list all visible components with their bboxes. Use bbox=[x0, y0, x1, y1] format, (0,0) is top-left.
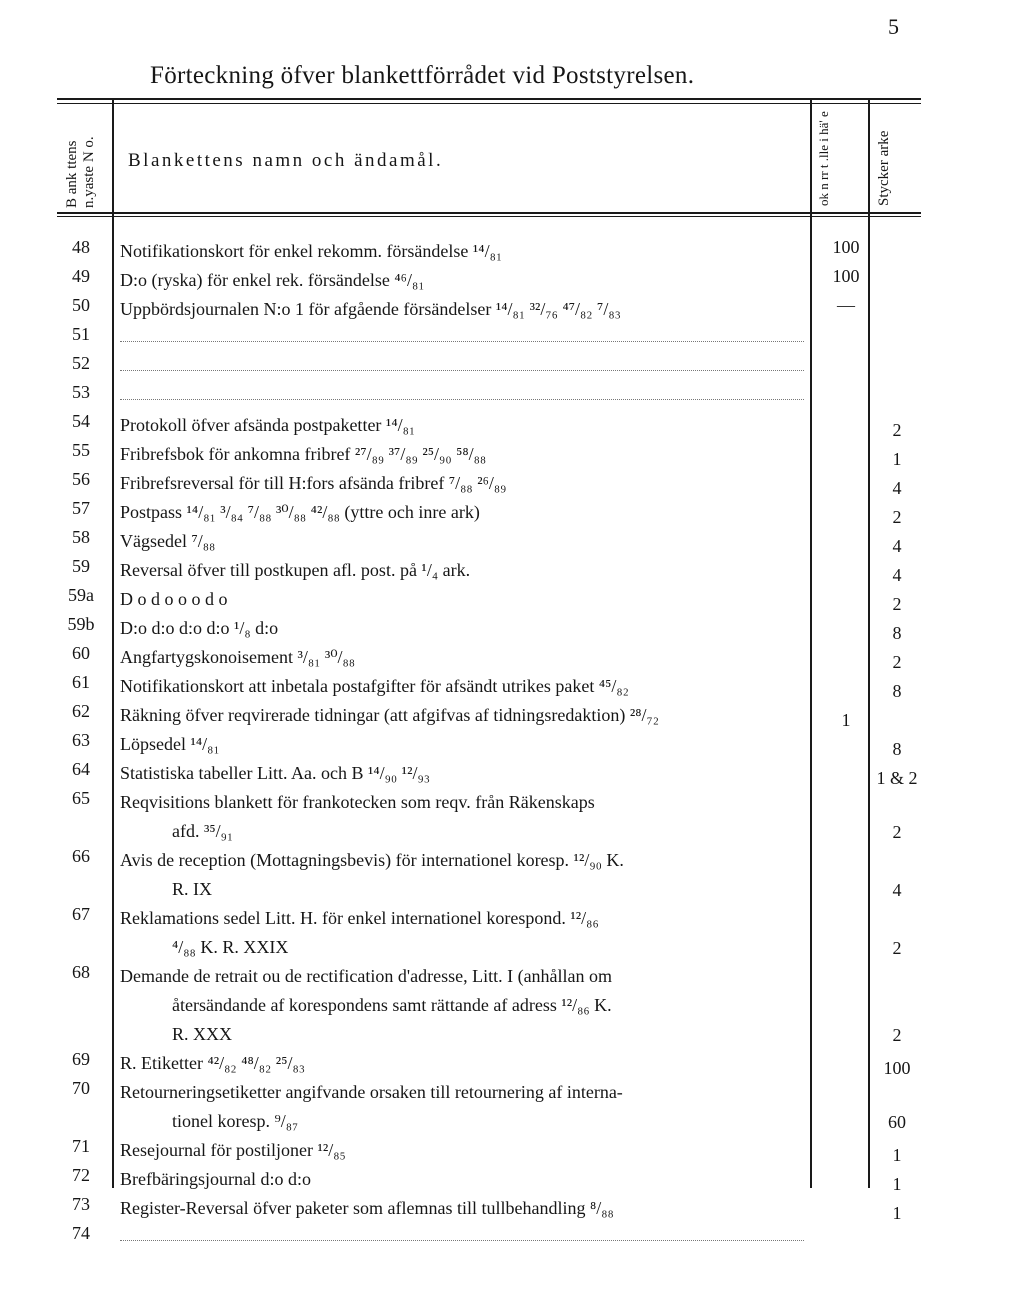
count-column-1: 100 bbox=[832, 266, 860, 286]
table-row bbox=[0, 783, 1024, 841]
row-number: 69 bbox=[72, 1049, 90, 1069]
top-rule bbox=[57, 98, 921, 100]
count-column-2: 2 bbox=[892, 652, 902, 672]
description-line: D o d o o o d o bbox=[120, 589, 228, 609]
table-row bbox=[0, 1189, 1024, 1223]
description-line: Fribrefsreversal för till H:fors afsända fribref ⁷/₈₈ ²⁶/₈₉ bbox=[120, 473, 507, 493]
count-column-2: 2 bbox=[892, 1025, 902, 1045]
row-number: 59a bbox=[68, 585, 94, 605]
row-number: 51 bbox=[72, 324, 90, 344]
count-column-2: 8 bbox=[892, 739, 902, 759]
count-column-2: 8 bbox=[892, 623, 902, 643]
description-line: Postpass ¹⁴/₈₁ ³/₈₄ ⁷/₈₈ ³⁰/₈₈ ⁴²/₈₈ (yttre och inre ark) bbox=[120, 502, 480, 522]
table-row bbox=[0, 754, 1024, 788]
table-row bbox=[0, 696, 1024, 730]
table-row bbox=[0, 899, 1024, 957]
count-column-1: 100 bbox=[832, 237, 860, 257]
table-row bbox=[0, 348, 1024, 377]
description-line: Löpsedel ¹⁴/₈₁ bbox=[120, 734, 220, 754]
description-line: D:o (ryska) för enkel rek. försändelse ⁴⁶/₈₁ bbox=[120, 270, 425, 290]
row-description bbox=[120, 904, 808, 962]
inventory-table bbox=[0, 232, 1024, 1247]
top-rule-thin bbox=[57, 103, 921, 104]
row-number: 74 bbox=[72, 1223, 90, 1243]
count-column-2: 2 bbox=[892, 822, 902, 842]
description-line: tionel koresp. ⁹/₈₇ bbox=[172, 1111, 299, 1131]
table-row bbox=[0, 1073, 1024, 1131]
description-line: Räkning öfver reqvirerade tidningar (att afgifvas af tidningsredaktion) ²⁸/₇₂ bbox=[120, 705, 660, 725]
header-rule-thin bbox=[57, 216, 921, 217]
page-title: Förteckning öfver blankettförrådet vid Poststyrelsen. bbox=[150, 62, 695, 89]
row-number: 55 bbox=[72, 440, 90, 460]
description-line: Angfartygskonoisement ³/₈₁ ³⁰/₈₈ bbox=[120, 647, 356, 667]
header-col-bok: ok n rr t .lle i hä' e bbox=[816, 111, 831, 206]
count-column-2: 8 bbox=[892, 681, 902, 701]
table-row bbox=[0, 580, 1024, 614]
description-line: R. IX bbox=[172, 879, 212, 899]
table-row bbox=[0, 435, 1024, 469]
row-number: 70 bbox=[72, 1078, 90, 1098]
row-number: 61 bbox=[72, 672, 90, 692]
row-number: 58 bbox=[72, 527, 90, 547]
row-number: 66 bbox=[72, 846, 90, 866]
table-row bbox=[0, 406, 1024, 440]
table-row bbox=[0, 522, 1024, 556]
description-line: Vägsedel ⁷/₈₈ bbox=[120, 531, 216, 551]
table-row bbox=[0, 290, 1024, 319]
description-line: återsändande af korespondens samt rättande af adress ¹²/₈₆ K. bbox=[172, 995, 612, 1015]
table-row bbox=[0, 377, 1024, 406]
row-number: 68 bbox=[72, 962, 90, 982]
count-column-2: 4 bbox=[892, 880, 902, 900]
table-row bbox=[0, 667, 1024, 701]
description-line: Reklamations sedel Litt. H. för enkel internationel korespond. ¹²/₈₆ bbox=[120, 908, 599, 928]
page-number: 5 bbox=[888, 14, 899, 39]
description-line: R. Etiketter ⁴²/₈₂ ⁴⁸/₈₂ ²⁵/₈₃ bbox=[120, 1053, 306, 1073]
description-line: Brefbäringsjournal d:o d:o bbox=[120, 1169, 311, 1189]
count-column-2: 4 bbox=[892, 536, 902, 556]
description-line: Uppbördsjournalen N:o 1 för afgående försändelser ¹⁴/₈₁ ³²/₇₆ ⁴⁷/₈₂ ⁷/₈₃ bbox=[120, 299, 621, 319]
row-number: 64 bbox=[72, 759, 90, 779]
table-row bbox=[0, 493, 1024, 527]
row-number: 71 bbox=[72, 1136, 90, 1156]
header-rule bbox=[57, 212, 921, 214]
count-column-2: 60 bbox=[888, 1112, 906, 1132]
row-number: 60 bbox=[72, 643, 90, 663]
description-line: Protokoll öfver afsända postpaketter ¹⁴/₈₁ bbox=[120, 415, 416, 435]
description-line: Statistiska tabeller Litt. Aa. och B ¹⁴/₉₀ ¹²/₉₃ bbox=[120, 763, 431, 783]
description-line: ⁴/₈₈ K. R. XXIX bbox=[172, 937, 289, 957]
description-line: Notifikationskort för enkel rekomm. försändelse ¹⁴/₈₁ bbox=[120, 241, 503, 261]
row-number: 63 bbox=[72, 730, 90, 750]
header-col-stycken: Stycker arke bbox=[876, 130, 892, 206]
row-number: 50 bbox=[72, 295, 90, 315]
table-row bbox=[0, 464, 1024, 498]
row-number: 48 bbox=[72, 237, 90, 257]
table-row bbox=[0, 609, 1024, 643]
description-line: Fribrefsbok för ankomna fribref ²⁷/₈₉ ³⁷/₈₉ ²⁵/₉₀ ⁵⁸/₈₈ bbox=[120, 444, 487, 464]
count-column-2: 2 bbox=[892, 507, 902, 527]
row-number: 72 bbox=[72, 1165, 90, 1185]
table-row bbox=[0, 957, 1024, 1044]
row-number: 59b bbox=[67, 614, 95, 634]
count-column-1: — bbox=[837, 295, 855, 315]
table-row bbox=[0, 232, 1024, 261]
empty-entry-line bbox=[120, 370, 804, 371]
count-column-2: 2 bbox=[892, 594, 902, 614]
row-number: 53 bbox=[72, 382, 90, 402]
count-column-2: 4 bbox=[892, 565, 902, 585]
table-row bbox=[0, 1131, 1024, 1165]
description-line: D:o d:o d:o d:o ¹/₈ d:o bbox=[120, 618, 279, 638]
count-column-2: 1 bbox=[892, 1145, 902, 1165]
table-row bbox=[0, 261, 1024, 290]
count-column-2: 1 bbox=[892, 449, 902, 469]
empty-entry-line bbox=[120, 341, 804, 342]
header-col-number: B ank ttens n.yaste N o. bbox=[64, 136, 97, 208]
table-row bbox=[0, 1044, 1024, 1078]
row-number: 67 bbox=[72, 904, 90, 924]
header-col-name: Blankettens namn och ändamål. bbox=[128, 150, 444, 171]
description-line: Retourneringsetiketter angifvande orsaken till retournering af interna- bbox=[120, 1082, 623, 1102]
table-row bbox=[0, 551, 1024, 585]
description-line: Reqvisitions blankett för frankotecken som reqv. från Räkenskaps bbox=[120, 792, 595, 812]
description-line: afd. ³⁵/₉₁ bbox=[172, 821, 234, 841]
row-number: 62 bbox=[72, 701, 90, 721]
table-row bbox=[0, 725, 1024, 759]
count-column-2: 1 bbox=[892, 1174, 902, 1194]
description-line: Reversal öfver till postkupen afl. post. på ¹/₄ ark. bbox=[120, 560, 471, 580]
count-column-2: 1 bbox=[892, 1203, 902, 1223]
row-number: 54 bbox=[72, 411, 90, 431]
description-line: Register-Reversal öfver paketer som aflemnas till tullbehandling ⁸/₈₈ bbox=[120, 1198, 614, 1218]
row-number: 73 bbox=[72, 1194, 90, 1214]
row-number: 59 bbox=[72, 556, 90, 576]
table-row bbox=[0, 319, 1024, 348]
row-description bbox=[120, 788, 808, 846]
count-column-2: 4 bbox=[892, 478, 902, 498]
count-column-2: 2 bbox=[892, 938, 902, 958]
count-column-1: 1 bbox=[841, 710, 851, 730]
row-number: 57 bbox=[72, 498, 90, 518]
description-line: R. XXX bbox=[172, 1024, 233, 1044]
row-number: 49 bbox=[72, 266, 90, 286]
empty-entry-line bbox=[120, 399, 804, 400]
description-line: Avis de reception (Mottagningsbevis) för internationel koresp. ¹²/₉₀ K. bbox=[120, 850, 624, 870]
table-row bbox=[0, 1160, 1024, 1194]
table-row bbox=[0, 1218, 1024, 1247]
count-column-2: 100 bbox=[883, 1058, 911, 1078]
row-number: 56 bbox=[72, 469, 90, 489]
count-column-2: 2 bbox=[892, 420, 902, 440]
row-description bbox=[120, 962, 808, 1049]
row-description bbox=[120, 846, 808, 904]
row-description bbox=[120, 1078, 808, 1136]
count-column-2: 1 & 2 bbox=[876, 768, 918, 788]
row-number: 52 bbox=[72, 353, 90, 373]
description-line: Notifikationskort att inbetala postafgifter för afsändt utrikes paket ⁴⁵/₈₂ bbox=[120, 676, 629, 696]
empty-entry-line bbox=[120, 1240, 804, 1241]
description-line: Demande de retrait ou de rectification d'adresse, Litt. I (anhållan om bbox=[120, 966, 613, 986]
row-number: 65 bbox=[72, 788, 90, 808]
description-line: Resejournal för postiljoner ¹²/₈₅ bbox=[120, 1140, 346, 1160]
table-row bbox=[0, 638, 1024, 672]
table-row bbox=[0, 841, 1024, 899]
